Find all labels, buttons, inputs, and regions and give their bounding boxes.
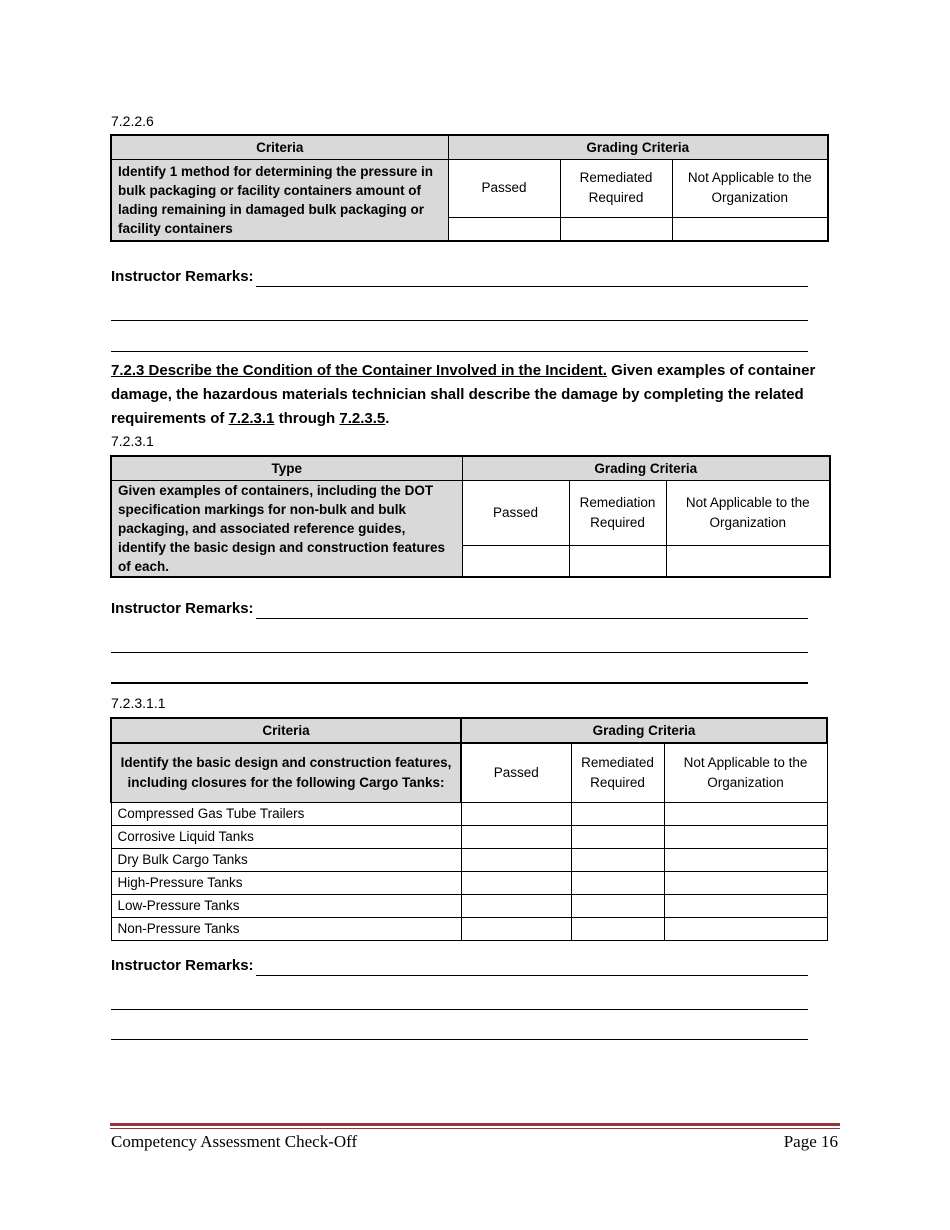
checkbox-cell-passed[interactable] [461, 802, 571, 825]
checkbox-cell-remediated[interactable] [571, 802, 664, 825]
remarks-line[interactable] [111, 351, 808, 352]
table-row [111, 802, 827, 825]
section-label-7-2-2-6: 7.2.2.6 [111, 113, 154, 129]
footer-rule [110, 1128, 840, 1129]
option-not-applicable: Not Applicable to the Organization [666, 480, 830, 545]
instructor-remarks-label: Instructor Remarks: [111, 600, 254, 617]
table-row [111, 848, 827, 871]
tank-type-label: Low-Pressure Tanks [111, 894, 461, 917]
remarks-line[interactable] [256, 618, 808, 619]
tank-type-label: Compressed Gas Tube Trailers [111, 802, 461, 825]
remarks-line[interactable] [111, 320, 808, 321]
section-label-7-2-3-1: 7.2.3.1 [111, 433, 154, 449]
checkbox-cell-not-applicable[interactable] [664, 802, 827, 825]
col-header-grading-criteria: Grading Criteria [461, 718, 827, 743]
checkbox-cell-passed[interactable] [461, 848, 571, 871]
grading-table-7-2-3-1 [110, 455, 831, 578]
checkbox-cell-passed[interactable] [462, 545, 569, 576]
section-heading: 7.2.3 Describe the Condition of the Container Involved in the Incident. [111, 362, 607, 379]
checkbox-cell-passed[interactable] [461, 917, 571, 940]
tank-type-label: Non-Pressure Tanks [111, 917, 461, 940]
option-passed: Passed [461, 743, 571, 802]
page-number: Page 16 [783, 1132, 838, 1151]
instructor-remarks-label: Instructor Remarks: [111, 268, 254, 285]
tank-type-label: Dry Bulk Cargo Tanks [111, 848, 461, 871]
table-row [111, 825, 827, 848]
intro-text: . [385, 410, 390, 427]
remarks-line[interactable] [111, 682, 808, 684]
option-not-applicable: Not Applicable to the Organization [664, 743, 827, 802]
table-row [111, 871, 827, 894]
grading-table-7-2-2-6 [110, 134, 829, 242]
option-passed: Passed [448, 159, 560, 217]
option-remediation-required: Remediation Required [569, 480, 666, 545]
col-header-criteria: Criteria [111, 135, 448, 159]
footer-title: Competency Assessment Check-Off [111, 1132, 358, 1151]
checkbox-cell-passed[interactable] [461, 825, 571, 848]
cargo-tanks-table [110, 717, 828, 941]
option-passed: Passed [462, 480, 569, 545]
col-header-grading-criteria: Grading Criteria [448, 135, 828, 159]
remarks-line[interactable] [111, 652, 808, 653]
option-not-applicable: Not Applicable to the Organization [672, 159, 828, 217]
checkbox-cell-remediated[interactable] [571, 871, 664, 894]
remarks-line[interactable] [111, 1039, 808, 1040]
table-row [111, 917, 827, 940]
criteria-description: Given examples of containers, including the DOT specification markings for non-bulk and bulk packaging, and associated reference guides, identify the basic design and construction features of each. [111, 480, 462, 577]
checkbox-cell-not-applicable[interactable] [664, 848, 827, 871]
checkbox-cell-remediated[interactable] [571, 848, 664, 871]
option-remediated-required: Remediated Required [560, 159, 672, 217]
ref-link-7-2-3-5[interactable]: 7.2.3.5 [339, 410, 386, 427]
table-row [111, 894, 827, 917]
instructor-remarks-label: Instructor Remarks: [111, 957, 254, 974]
checkbox-cell-not-applicable[interactable] [672, 217, 828, 241]
remarks-line[interactable] [256, 286, 808, 287]
intro-text: Given examples of container damage, the hazardous materials technician shall describe the damage by completing the related requirements of [111, 362, 816, 427]
footer-rule [110, 1123, 840, 1126]
remarks-line[interactable] [256, 975, 808, 976]
option-remediated-required: Remediated Required [571, 743, 664, 802]
checkbox-cell-remediated[interactable] [560, 217, 672, 241]
checkbox-cell-passed[interactable] [461, 871, 571, 894]
intro-text: through [274, 410, 340, 427]
checkbox-cell-remediated[interactable] [571, 917, 664, 940]
col-header-grading-criteria: Grading Criteria [462, 456, 830, 480]
remarks-line[interactable] [111, 1009, 808, 1010]
checkbox-cell-not-applicable[interactable] [664, 894, 827, 917]
checkbox-cell-passed[interactable] [448, 217, 560, 241]
checkbox-cell-remediated[interactable] [571, 894, 664, 917]
ref-link-7-2-3-1[interactable]: 7.2.3.1 [228, 410, 275, 427]
tank-type-label: High-Pressure Tanks [111, 871, 461, 894]
col-header-criteria: Criteria [111, 718, 461, 743]
section-7-2-3-intro [111, 359, 831, 431]
checkbox-cell-not-applicable[interactable] [664, 917, 827, 940]
checkbox-cell-not-applicable[interactable] [664, 825, 827, 848]
section-label-7-2-3-1-1: 7.2.3.1.1 [111, 695, 166, 711]
checkbox-cell-passed[interactable] [461, 894, 571, 917]
checkbox-cell-not-applicable[interactable] [666, 545, 830, 576]
checkbox-cell-remediation[interactable] [569, 545, 666, 576]
tank-type-label: Corrosive Liquid Tanks [111, 825, 461, 848]
criteria-description: Identify the basic design and construction features, including closures for the following Cargo Tanks: [111, 743, 461, 802]
col-header-type: Type [111, 456, 462, 480]
checkbox-cell-not-applicable[interactable] [664, 871, 827, 894]
checkbox-cell-remediated[interactable] [571, 825, 664, 848]
criteria-description: Identify 1 method for determining the pressure in bulk packaging or facility containers amount of lading remaining in damaged bulk packaging or facility containers [111, 159, 448, 241]
